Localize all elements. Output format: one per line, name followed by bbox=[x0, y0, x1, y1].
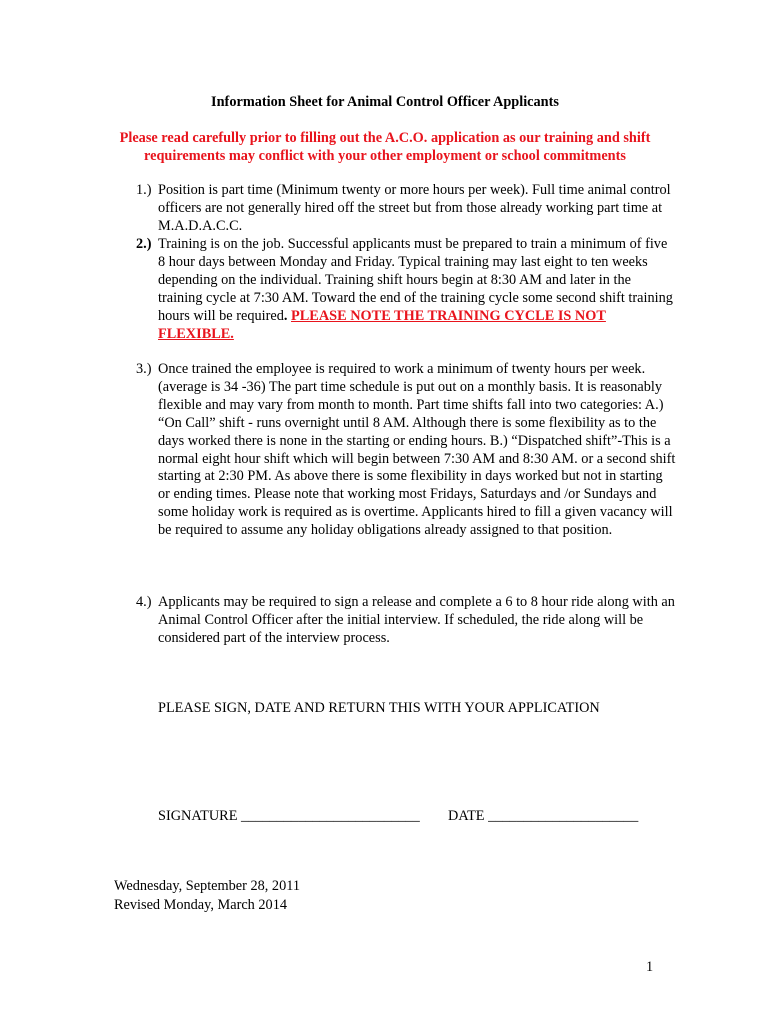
date-field: DATE _____________________ bbox=[448, 808, 639, 824]
list-text-period: . bbox=[283, 307, 288, 324]
return-instruction: PLEASE SIGN, DATE AND RETURN THIS WITH YOUR APPLICATION bbox=[158, 700, 600, 716]
list-item-4 bbox=[136, 594, 676, 648]
revised-date: Revised Monday, March 2014 bbox=[114, 897, 287, 913]
list-number: 2.) bbox=[136, 236, 152, 252]
list-item-2 bbox=[136, 236, 676, 343]
list-item-3 bbox=[136, 361, 676, 540]
list-text: Position is part time (Minimum twenty or more hours per week). Full time animal control officers are not generally hired off the street but from those already working part time at M.A.D.A.C.C. bbox=[158, 182, 671, 234]
list-item-1 bbox=[136, 182, 676, 236]
warning-notice: Please read carefully prior to filling out the A.C.O. application as our training and shift requirements may conflict with your other employment or school commitments bbox=[119, 130, 651, 164]
list-number: 1.) bbox=[136, 182, 152, 198]
created-date: Wednesday, September 28, 2011 bbox=[114, 878, 300, 894]
list-number: 4.) bbox=[136, 594, 152, 610]
page-number: 1 bbox=[646, 959, 654, 975]
list-text bbox=[158, 236, 676, 343]
list-text: Applicants may be required to sign a release and complete a 6 to 8 hour ride along with an Animal Control Officer after the initial interview. If scheduled, the ride along will be considered part of the interview process. bbox=[158, 594, 675, 646]
signature-field: SIGNATURE _________________________ bbox=[158, 808, 420, 824]
list-number: 3.) bbox=[136, 361, 152, 377]
list-text-main: Training is on the job. Successful applicants must be prepared to train a minimum of five 8 hour days between Monday and Friday. Typical training may last eight to ten weeks depending on the individual. Training shift hours begin at 8:30 AM and later in the training cycle at 7:30 AM. Toward the end of the training cycle some second shift training hours will be required bbox=[158, 236, 673, 324]
training-notice: PLEASE NOTE THE TRAINING CYCLE IS NOT FLEXIBLE. bbox=[158, 307, 606, 342]
list-text: Once trained the employee is required to work a minimum of twenty hours per week. (average is 34 -36) The part time schedule is put out on a monthly basis. It is reasonably flexible and may vary from month to month. Part time shifts fall into two categories: A.) “On Call” shift - runs overnight until 8 AM. Although there is some flexibility as to the days worked there is none in the starting or ending hours. B.) “Dispatched shift”-This is a normal eight hour shift which will begin between 7:30 AM and 8:30 AM. or a second shift starting at 2:30 PM. As above there is some flexibility in days worked but not in starting or ending times. Please note that working most Fridays, Saturdays and /or Sundays and some holiday work is required as is overtime. Applicants hired to fill a given vacancy will be required to assume any holiday obligations already assigned to that position. bbox=[158, 361, 676, 539]
document-title: Information Sheet for Animal Control Officer Applicants bbox=[211, 94, 559, 110]
